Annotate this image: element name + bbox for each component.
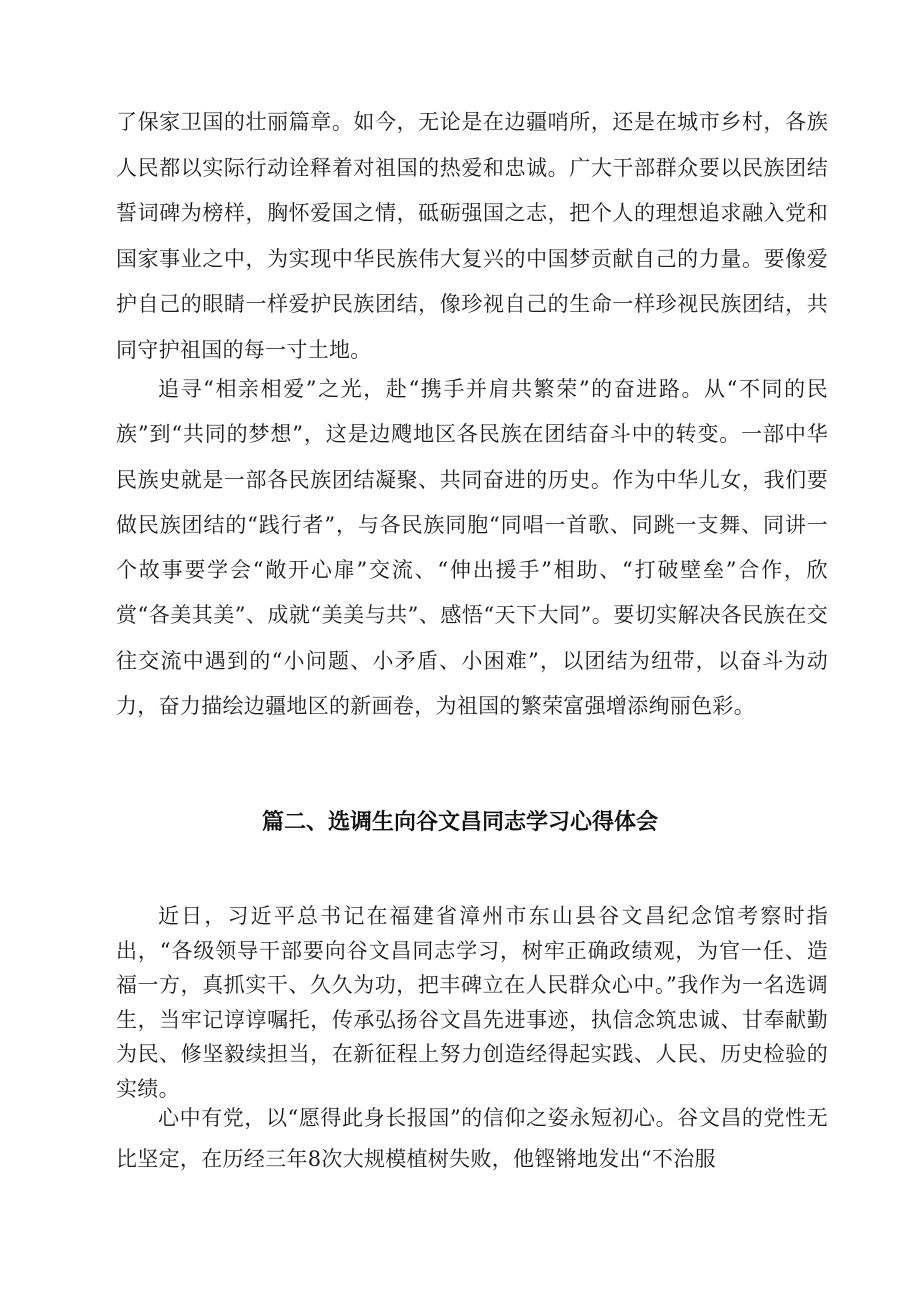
- paragraph-intro: 近日，习近平总书记在福建省漳州市东山县谷文昌纪念馆考察时指出，“各级领导干部要向谷文昌同志学习，树牢正确政绩观，为官一任、造福一方，真抓实干、久久为功，把丰碑立在人民群众心中。”我作为一名选调生，当牢记谆谆嘱托，传承弘扬谷文昌先进事迹，执信念筑忠诚、甘奉献勤为民、修坚毅续担当，在新征程上努力创造经得起实践、人民、历史检验的实绩。: [116, 904, 828, 1101]
- section-heading: 篇二、选调生向谷文昌同志学习心得体会: [261, 810, 658, 835]
- paragraph-continuation: 了保家卫国的壮丽篇章。如今，无论是在边疆哨所，还是在城市乡村，各族人民都以实际行动诠释着对祖国的热爱和忠诚。广大干部群众要以民族团结誓词碑为榜样，胸怀爱国之情，砥砺强国之志，把个人的理想追求融入党和国家事业之中，为实现中华民族伟大复兴的中国梦贡献自己的力量。要像爱护自己的眼睛一样爱护民族团结，像珍视自己的生命一样珍视民族团结，共同守护祖国的每一寸土地。: [116, 110, 828, 362]
- paragraph-party-heart: 心中有党，以“愿得此身长报国”的信仰之姿永短初心。谷文昌的党性无比坚定，在历经三年8次大规模植树失败，他铿锵地发出“不治服: [116, 1106, 828, 1171]
- paragraph-unity-path: 追寻“相亲相爱”之光，赴“携手并肩共繁荣”的奋进路。从“不同的民族”到“共同的梦想”，这是边飕地区各民族在团结奋斗中的转变。一部中华民族史就是一部各民族团结凝聚、共同奋进的历史。作为中华儿女，我们要做民族团结的“践行者”，与各民族同胞“同唱一首歌、同跳一支舞、同讲一个故事要学会“敞开心扉”交流、“伸出援手”相助、“打破壁垒”合作，欣赏“各美其美”、成就“美美与共”、感悟“天下大同”。要切实解决各民族在交往交流中遇到的“小问题、小矛盾、小困难”，以团结为纽带，以奋斗为动力，奋力描绘边疆地区的新画卷，为祖国的繁荣富强增添绚丽色彩。: [116, 377, 828, 719]
